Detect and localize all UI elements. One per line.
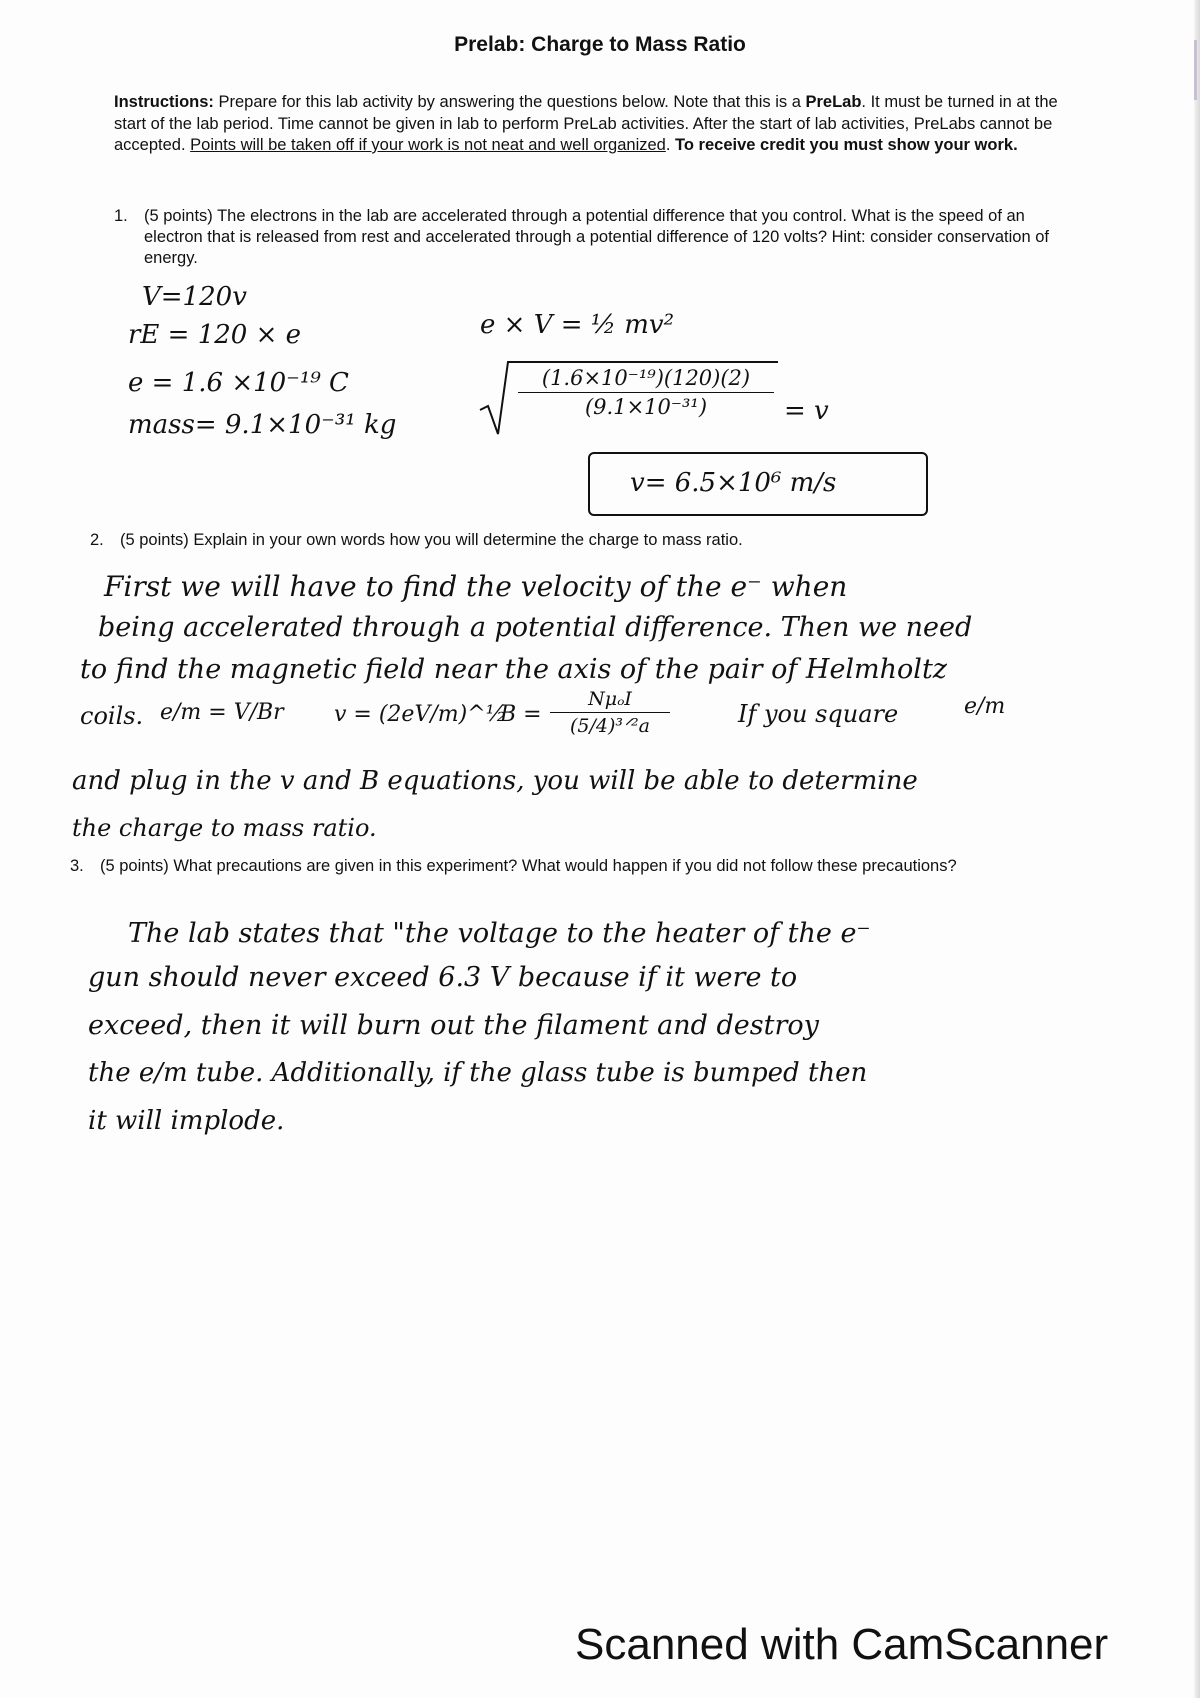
- answer3-line-2: gun should never exceed 6.3 V because if it were to: [88, 962, 798, 993]
- answer1-energy: rE = 120 × e: [128, 320, 302, 350]
- question-text: (5 points) What precautions are given in this experiment? What would happen if you did not follow these precautions?: [100, 857, 957, 875]
- instructions-text-2: . It must be turned in at the start of the lab period. Time cannot be given in lab to perform PreLab activities. After the start of lab activities, PreLabs cannot be accepted.: [114, 93, 1058, 154]
- instructions-block: [114, 92, 1064, 157]
- answer2-line-5: and plug in the v and B equations, you will be able to determine: [72, 766, 918, 796]
- answer1-fraction: [518, 366, 774, 419]
- answer1-denominator: (9.1×10⁻³¹): [584, 395, 708, 419]
- instructions-text-1: Prepare for this lab activity by answering the questions below. Note that this is a: [213, 93, 806, 111]
- answer2-line-1: First we will have to find the velocity of the e⁻ when: [104, 570, 848, 603]
- answer2-em-equation: e/m = V/Br: [160, 700, 284, 725]
- answer3-line-5: it will implode.: [88, 1106, 285, 1136]
- page-edge: [1194, 0, 1200, 1698]
- instructions-text-3: .: [665, 136, 676, 154]
- question-text: (5 points) The electrons in the lab are accelerated through a potential difference that you control. What is the speed of an electron that is released from rest and accelerated through a potential difference of 120 volts? Hint: consider conservation of energy.: [144, 207, 1049, 267]
- answer1-result: v= 6.5×10⁶ m/s: [630, 468, 837, 498]
- answer3-line-4: the e/m tube. Additionally, if the glass tube is bumped then: [88, 1058, 868, 1088]
- answer1-equals-v: = v: [784, 396, 829, 426]
- answer1-conservation-equation: e × V = ½ mv²: [480, 310, 675, 340]
- answer2-velocity-equation: v = (2eV/m)^½: [334, 702, 507, 727]
- answer2-line-3: to find the magnetic field near the axis of the pair of Helmholtz: [80, 654, 948, 685]
- answer2-b-lhs: B =: [500, 702, 542, 727]
- fraction-bar: [518, 392, 774, 393]
- question-number: 3.: [70, 857, 84, 875]
- instructions-underlined: Points will be taken off if your work is not neat and well organized: [190, 136, 666, 154]
- answer1-charge: e = 1.6 ×10⁻¹⁹ C: [128, 368, 349, 398]
- answer2-coils: coils.: [80, 702, 144, 730]
- instructions-credit: To receive credit you must show your work.: [675, 136, 1018, 154]
- answer2-line-2: being accelerated through a potential difference. Then we need: [98, 612, 973, 643]
- instructions-prelab: PreLab: [805, 93, 862, 111]
- question-number: 2.: [90, 531, 104, 549]
- instructions-label: Instructions:: [114, 93, 214, 111]
- question-number: 1.: [114, 207, 128, 225]
- answer2-em-label: e/m: [964, 694, 1006, 719]
- answer3-line-3: exceed, then it will burn out the filament and destroy: [88, 1010, 819, 1041]
- answer2-b-fraction: [550, 688, 670, 737]
- page-title: Prelab: Charge to Mass Ratio: [454, 33, 746, 56]
- answer1-mass: mass= 9.1×10⁻³¹ kg: [128, 410, 397, 440]
- fraction-bar: [550, 712, 670, 713]
- answer3-line-1: The lab states that "the voltage to the heater of the e⁻: [128, 918, 871, 949]
- answer1-numerator: (1.6×10⁻¹⁹)(120)(2): [541, 366, 751, 390]
- answer1-voltage: V=120v: [142, 282, 247, 312]
- answer2-b-numerator: NμₒI: [588, 688, 632, 710]
- question-text: (5 points) Explain in your own words how you will determine the charge to mass ratio.: [120, 531, 743, 549]
- answer2-line-6: the charge to mass ratio.: [72, 814, 377, 842]
- camscanner-watermark: Scanned with CamScanner: [575, 1620, 1109, 1669]
- answer2-if-square: If you square: [738, 700, 899, 728]
- answer2-b-denominator: (5/4)³ᐟ²a: [569, 715, 650, 737]
